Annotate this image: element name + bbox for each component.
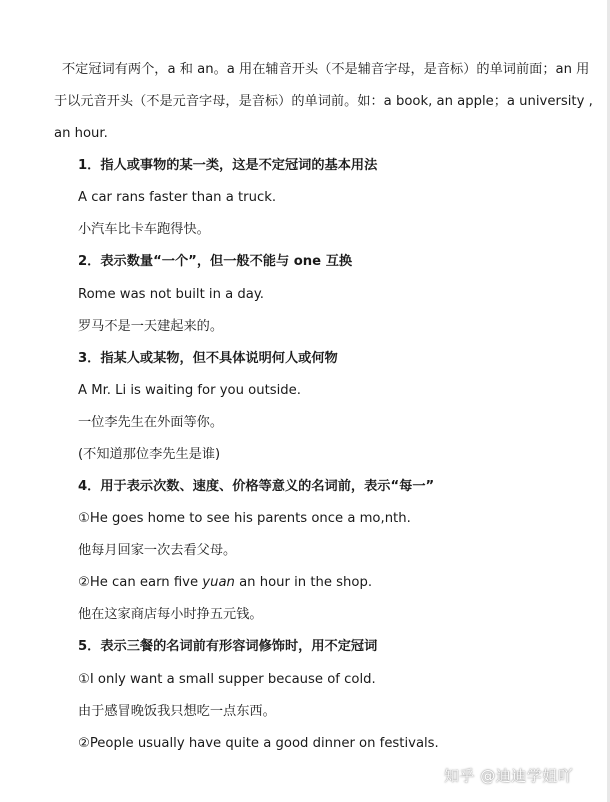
section-3-heading: 3．指某人或某物，但不具体说明何人或何物 — [78, 351, 338, 366]
section-4-example-2-zh: 他在这家商店每小时挣五元钱。 — [78, 607, 263, 622]
section-3-example-en: A Mr. Li is waiting for you outside. — [78, 383, 301, 398]
section-1-example-zh: 小汽车比卡车跑得快。 — [78, 222, 210, 237]
example-2-text-before: ②He can earn five — [78, 575, 203, 590]
section-5-heading: 5．表示三餐的名词前有形容词修饰时，用不定冠词 — [78, 639, 378, 654]
intro-line-2: 于以元音开头（不是元音字母，是音标）的单词前。如：a book, an apple；a university , — [54, 94, 593, 109]
section-4-example-1-zh: 他每月回家一次去看父母。 — [78, 543, 237, 558]
zhihu-watermark: 知乎 @迪迪学姐吖 — [444, 767, 574, 785]
section-5-example-2-en: ②People usually have quite a good dinner on festivals. — [78, 736, 439, 751]
section-2-heading: 2．表示数量“一个”，但一般不能与 one 互换 — [78, 254, 353, 269]
example-2-italic-word: yuan — [202, 575, 235, 590]
intro-line-3: an hour. — [54, 126, 108, 141]
section-5-example-1-zh: 由于感冒晚饭我只想吃一点东西。 — [78, 704, 276, 719]
section-5-example-1-en: ①I only want a small supper because of cold. — [78, 672, 376, 687]
section-1-heading: 1．指人或事物的某一类，这是不定冠词的基本用法 — [78, 158, 378, 173]
section-4-heading: 4．用于表示次数、速度、价格等意义的名词前，表示“每一” — [78, 479, 435, 494]
section-3-example-zh: 一位李先生在外面等你。 — [78, 415, 224, 430]
intro-line-1: 不定冠词有两个，a 和 an。a 用在辅音开头（不是辅音字母，是音标）的单词前面；an 用 — [62, 62, 590, 77]
section-2-example-en: Rome was not built in a day. — [78, 287, 264, 302]
section-4-example-1-en: ①He goes home to see his parents once a mo,nth. — [78, 511, 411, 526]
section-1-example-en: A car rans faster than a truck. — [78, 190, 277, 205]
example-2-text-after: an hour in the shop. — [234, 575, 373, 590]
section-4-example-2-en — [78, 574, 372, 592]
section-3-note: (不知道那位李先生是谁) — [78, 447, 221, 462]
section-2-example-zh: 罗马不是一天建起来的。 — [78, 319, 224, 334]
